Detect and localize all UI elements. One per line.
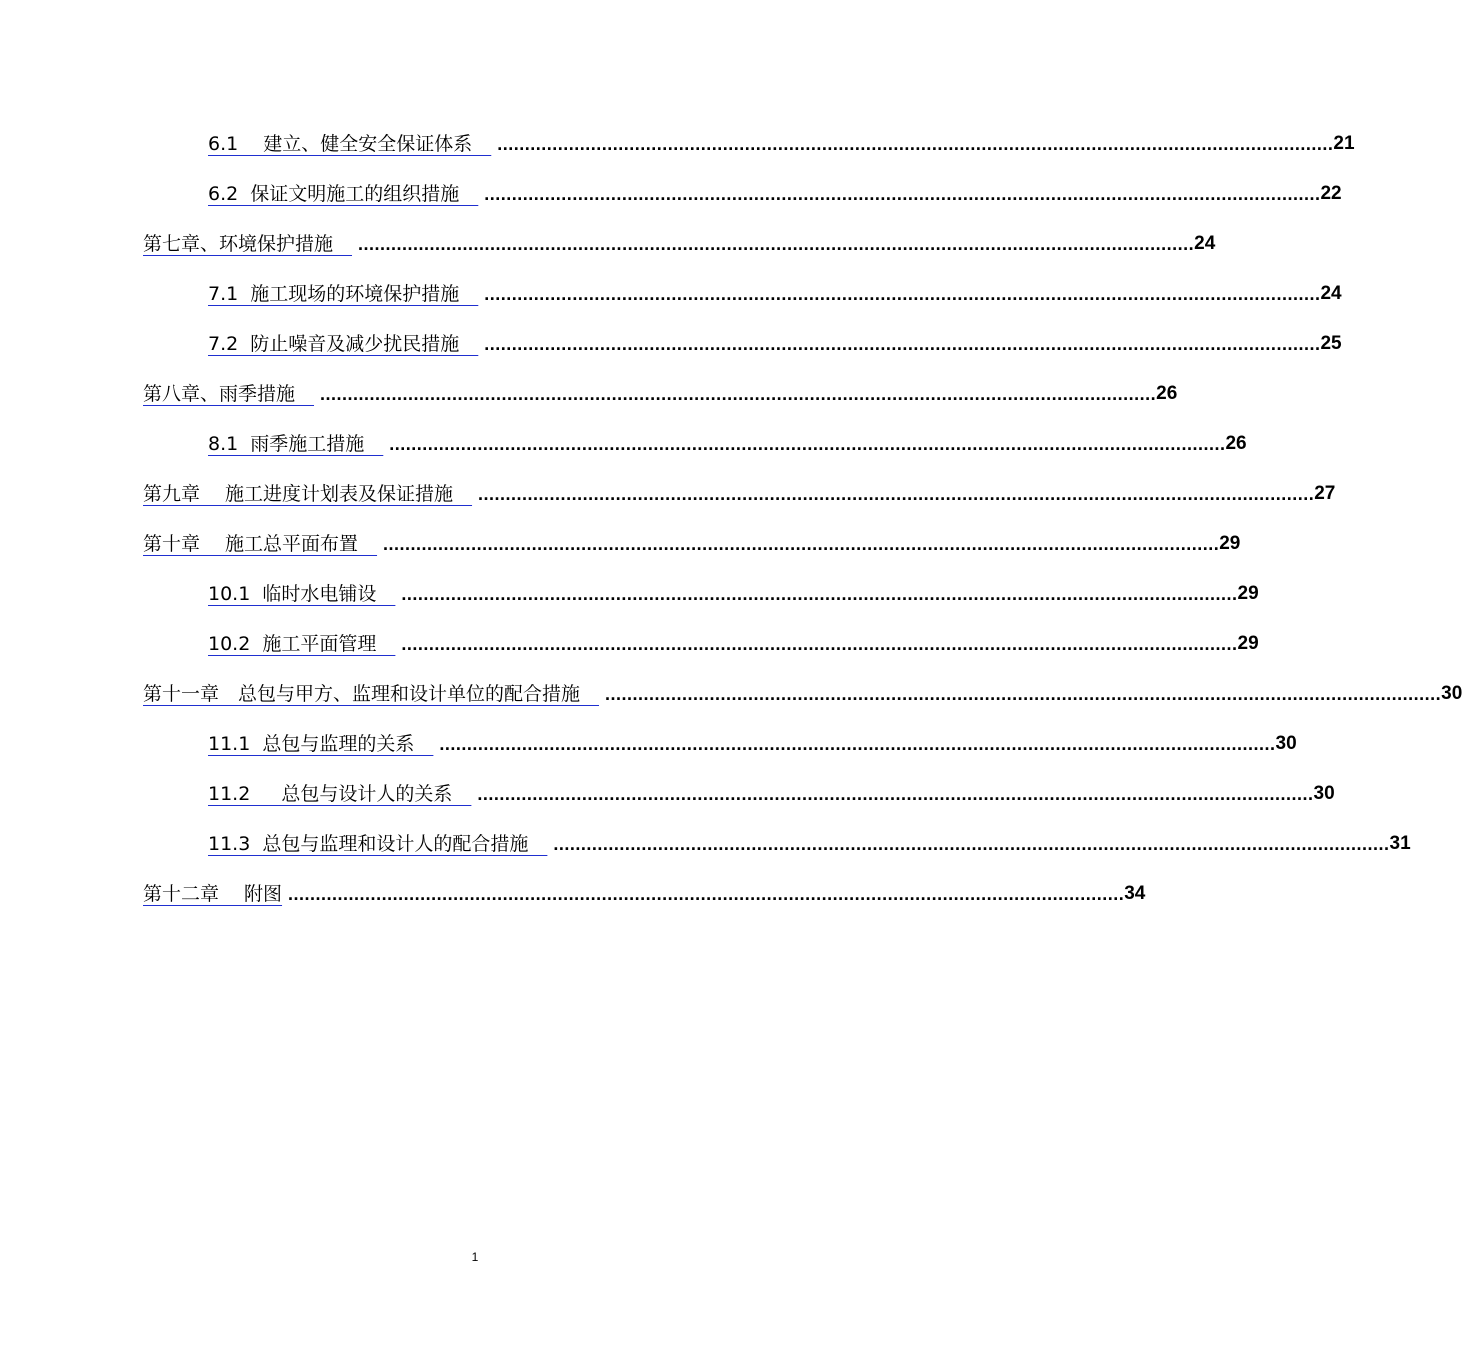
toc-entry[interactable] [208, 726, 1297, 756]
toc-leader-dots: ........................................................................................................................................................ [288, 884, 1125, 904]
toc-entry-page[interactable]: 26 [1156, 383, 1178, 404]
toc-entry-title[interactable]: 第十章 施工总平面布置 [143, 533, 378, 555]
toc-entry-page[interactable]: 21 [1333, 133, 1355, 154]
toc-entry[interactable] [208, 426, 1247, 456]
toc-leader-dots: ........................................................................................................................................................ [497, 134, 1334, 154]
toc-entry[interactable] [143, 876, 1146, 906]
toc-entry-page[interactable]: 24 [1320, 283, 1342, 304]
toc-entry[interactable] [208, 826, 1411, 856]
toc-entry-page[interactable]: 29 [1237, 583, 1259, 604]
toc-entry-page[interactable]: 29 [1237, 633, 1259, 654]
toc-entry[interactable] [208, 326, 1342, 356]
toc-entry-title[interactable]: 11.3 总包与监理和设计人的配合措施 [208, 833, 548, 855]
toc-entry[interactable] [143, 676, 1462, 706]
toc-entry[interactable] [208, 626, 1259, 656]
toc-entry[interactable] [208, 126, 1355, 156]
toc-entry-page[interactable]: 30 [1275, 733, 1297, 754]
toc-entry-title[interactable]: 6.1 建立、健全安全保证体系 [208, 133, 492, 155]
toc-entry-title[interactable]: 7.1 施工现场的环境保护措施 [208, 283, 479, 305]
toc-entry-title[interactable]: 第八章、雨季措施 [143, 383, 315, 405]
toc-entry-page[interactable]: 25 [1320, 333, 1342, 354]
toc-entry[interactable] [143, 476, 1336, 506]
toc-entry-title[interactable]: 10.1 临时水电铺设 [208, 583, 396, 605]
toc-entry-page[interactable]: 26 [1225, 433, 1247, 454]
toc-entry-title[interactable]: 11.2 总包与设计人的关系 [208, 783, 472, 805]
toc-leader-dots: ........................................................................................................................................................ [439, 734, 1276, 754]
toc-entry-title[interactable]: 11.1 总包与监理的关系 [208, 733, 434, 755]
toc-entry-title[interactable]: 7.2 防止噪音及减少扰民措施 [208, 333, 479, 355]
toc-entry-page[interactable]: 29 [1219, 533, 1241, 554]
toc-entry[interactable] [143, 376, 1178, 406]
toc-leader-dots: ........................................................................................................................................................ [358, 234, 1195, 254]
toc-leader-dots: ........................................................................................................................................................ [553, 834, 1390, 854]
toc-entry-page[interactable]: 30 [1441, 683, 1462, 704]
toc-entry[interactable] [208, 276, 1342, 306]
toc-leader-dots: ........................................................................................................................................................ [320, 384, 1157, 404]
toc-leader-dots: ........................................................................................................................................................ [605, 684, 1442, 704]
toc-entry-page[interactable]: 27 [1314, 483, 1336, 504]
toc-entry[interactable] [143, 526, 1241, 556]
toc-leader-dots: ........................................................................................................................................................ [401, 634, 1238, 654]
toc-entry[interactable] [208, 176, 1342, 206]
toc-leader-dots: ........................................................................................................................................................ [484, 184, 1321, 204]
toc-entry[interactable] [208, 776, 1335, 806]
toc-entry-title[interactable]: 第九章 施工进度计划表及保证措施 [143, 483, 473, 505]
toc-leader-dots: ........................................................................................................................................................ [484, 334, 1321, 354]
toc-entry-page[interactable]: 34 [1124, 883, 1146, 904]
toc-leader-dots: ........................................................................................................................................................ [401, 584, 1238, 604]
toc-entry-title[interactable]: 第十一章 总包与甲方、监理和设计单位的配合措施 [143, 683, 600, 705]
toc-leader-dots: ........................................................................................................................................................ [383, 534, 1220, 554]
toc-leader-dots: ........................................................................................................................................................ [484, 284, 1321, 304]
toc-entry-title[interactable]: 10.2 施工平面管理 [208, 633, 396, 655]
toc-leader-dots: ........................................................................................................................................................ [389, 434, 1226, 454]
footer-page-number: 1 [471, 1250, 479, 1264]
toc-entry-page[interactable]: 30 [1313, 783, 1335, 804]
toc-entry-page[interactable]: 31 [1389, 833, 1411, 854]
toc-entry-title[interactable]: 8.1 雨季施工措施 [208, 433, 384, 455]
toc-entry[interactable] [208, 576, 1259, 606]
toc-entry-page[interactable]: 22 [1320, 183, 1342, 204]
toc-leader-dots: ........................................................................................................................................................ [478, 484, 1315, 504]
toc-entry[interactable] [143, 226, 1216, 256]
toc-entry-title[interactable]: 第七章、环境保护措施 [143, 233, 353, 255]
toc-entry-title[interactable]: 第十二章 附图 [143, 883, 283, 905]
toc-entry-title[interactable]: 6.2 保证文明施工的组织措施 [208, 183, 479, 205]
toc-leader-dots: ........................................................................................................................................................ [477, 784, 1314, 804]
toc-entry-page[interactable]: 24 [1194, 233, 1216, 254]
